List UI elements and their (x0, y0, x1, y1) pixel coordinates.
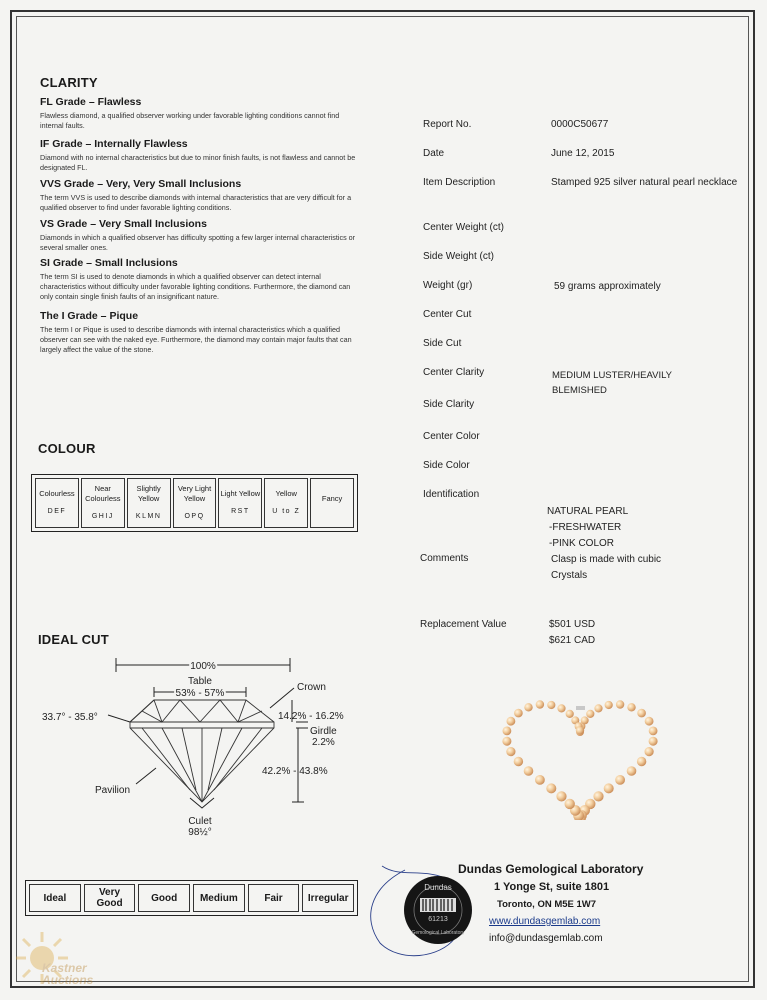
grade-title-if: IF Grade – Internally Flawless (40, 138, 188, 150)
pearl-bead (507, 717, 516, 726)
pearl-bead (637, 709, 646, 718)
pearl-bead (502, 737, 511, 746)
ideal-cut-title: IDEAL CUT (38, 632, 109, 647)
grade-title-vs: VS Grade – Very Small Inclusions (40, 218, 207, 230)
cut-grade-irregular: Irregular (302, 884, 354, 912)
colour-cell-colourless (35, 478, 79, 528)
item-description-label: Item Description (423, 177, 496, 188)
colour-cell-grades: OPQ (184, 513, 205, 520)
diamond-outline (130, 700, 274, 802)
pearl-bead (547, 701, 555, 709)
center-weight-label: Center Weight (ct) (423, 222, 504, 233)
grade-desc-pique: The term I or Pique is used to describe diamonds with internal characteristics which a qualified observer can see with the naked eye. Furthermore, the diamond may contain major faults that can largely affect the value of the stone. (40, 325, 352, 354)
weight-value: 59 grams approximately (554, 281, 661, 292)
colour-cell-name: Near Colourless (85, 484, 121, 503)
replacement-usd: $501 USD (549, 619, 596, 630)
pearl-bead (566, 710, 574, 718)
pearl-bead (649, 727, 658, 736)
center-clarity-label: Center Clarity (423, 367, 485, 378)
crown-height: 14.2% - 16.2% (278, 711, 344, 722)
colour-cell-grades: RST (231, 508, 250, 515)
colour-cell-yellow (264, 478, 308, 528)
pearl-bead (581, 716, 589, 724)
identification-line: -FRESHWATER (549, 522, 622, 533)
seal-bottom-text: Gemological Laboratory (411, 930, 465, 936)
center-color-label: Center Color (423, 431, 480, 442)
colour-cell-grades: KLMN (135, 513, 162, 520)
girdle-label: Girdle (310, 726, 337, 737)
comments-label: Comments (420, 553, 469, 564)
grade-desc-vs: Diamonds in which a qualified observer has difficulty spotting a few larger internal characteristics or several smaller ones. (40, 233, 356, 252)
pearl-bead (593, 791, 603, 801)
report-no-value: 0000C50677 (551, 119, 609, 130)
diamond-cut-diagram (30, 650, 360, 840)
seal-number: 61213 (428, 916, 448, 923)
identification-line: -PINK COLOR (549, 538, 615, 549)
pearl-bead (556, 791, 566, 801)
colour-cell-grades: U to Z (272, 508, 301, 515)
crown-angle-pointer (108, 715, 130, 722)
side-cut-label: Side Cut (423, 338, 462, 349)
grade-title-pique: The I Grade – Pique (40, 310, 139, 322)
center-clarity-value: MEDIUM LUSTER/HEAVILY BLEMISHED (552, 370, 672, 396)
pearl-bead (536, 700, 544, 708)
grade-desc-fl: Flawless diamond, a qualified observer working under favorable lighting conditions cannot find internal faults. (40, 111, 340, 130)
pearl-bead (524, 766, 534, 776)
table-label: Table (188, 676, 212, 687)
grade-title-si: SI Grade – Small Inclusions (40, 257, 178, 269)
pearl-bead (616, 700, 624, 708)
colour-cell-name: Light Yellow (220, 489, 261, 498)
pearl-bead (514, 757, 523, 766)
pearl-bead (645, 717, 654, 726)
table-range: 53% - 57% (175, 688, 225, 699)
item-description-value: Stamped 925 silver natural pearl necklace (551, 177, 738, 188)
girdle-value: 2.2% (312, 737, 335, 748)
crown-label: Crown (297, 682, 326, 693)
culet-angle: 98½° (188, 827, 212, 838)
cut-grade-good: Good (138, 884, 190, 912)
pearl-necklace-photo (495, 700, 665, 820)
pearl-bead (615, 775, 625, 785)
colour-cell-fancy (310, 478, 354, 528)
colour-cell-light-yellow (218, 478, 262, 528)
grade-desc-if: Diamond with no internal characteristics but due to minor finish faults, is not flawless and cannot be designated FL. (40, 153, 356, 172)
date-label: Date (423, 148, 445, 159)
pavilion-pointer (136, 768, 156, 784)
colour-cell-name: Yellow (275, 489, 297, 498)
pavilion-label: Pavilion (95, 785, 131, 796)
pearl-bead (557, 704, 565, 712)
pavilion-depth: 42.2% - 43.8% (262, 766, 328, 777)
lab-name: Dundas Gemological Laboratory (458, 862, 644, 876)
identification-line: Clasp is made with cubic (551, 554, 662, 565)
cut-grade-medium: Medium (193, 884, 245, 912)
seal-barcode (420, 898, 456, 912)
crown-pointer (270, 688, 294, 708)
pearl-bead (645, 747, 654, 756)
side-weight-label: Side Weight (ct) (423, 251, 494, 262)
pearl-bead (594, 704, 602, 712)
pearl-bead (503, 727, 512, 736)
watermark-text: Kastner Auctions (42, 961, 94, 987)
colour-cell-grades: GHIJ (91, 513, 114, 520)
pearl-bead (524, 703, 532, 711)
grade-desc-vvs: The term VVS is used to describe diamonds with internal characteristics that are very difficult for a qualified observer to find under favorable lighting conditions. (40, 193, 352, 212)
cut-grade-very-good: Very Good (84, 884, 136, 912)
replacement-cad: $621 CAD (549, 635, 596, 646)
colour-title: COLOUR (38, 441, 96, 456)
colour-scale-table (31, 474, 358, 532)
auction-watermark (12, 928, 122, 992)
cut-grade-fair: Fair (248, 884, 300, 912)
crown-angle: 33.7° - 35.8° (42, 712, 98, 723)
pearl-bead (649, 737, 658, 746)
pearl-bead (514, 709, 523, 718)
colour-cell-name: Fancy (321, 494, 343, 503)
pearl-bead (576, 727, 584, 735)
pearl-bead (627, 703, 635, 711)
side-clarity-label: Side Clarity (423, 399, 475, 410)
clarity-title: CLARITY (40, 75, 98, 90)
pearl-bead (506, 747, 515, 756)
report-no-label: Report No. (423, 119, 472, 130)
colour-cell-slightly-yellow (127, 478, 171, 528)
lab-address-line2: Toronto, ON M5E 1W7 (497, 899, 597, 910)
side-color-label: Side Color (423, 460, 470, 471)
pearl-bead (535, 775, 545, 785)
pearl-bead (627, 766, 637, 776)
pearl-bead (586, 710, 594, 718)
necklace-clasp (576, 706, 585, 710)
grade-title-fl: FL Grade – Flawless (40, 96, 142, 108)
colour-cell-name: Very Light Yellow (177, 484, 212, 503)
lab-website-link[interactable]: www.dundasgemlab.com (489, 916, 601, 927)
pearl-bead (605, 701, 613, 709)
grade-desc-si: The term SI is used to denote diamonds in which a qualified observer can detect internal characteristics without difficulty under favorable lighting conditions. Furthermore, the diamond can only contain single finish faults of an insignificant nature. (40, 272, 351, 301)
colour-cell-name: Colourless (39, 489, 75, 498)
date-value: June 12, 2015 (551, 148, 615, 159)
pearl-bead (604, 783, 614, 793)
total-width-label: 100% (190, 661, 216, 672)
lab-email[interactable]: info@dundasgemlab.com (489, 933, 603, 944)
cut-grade-ideal: Ideal (29, 884, 81, 912)
seal-top-text: Dundas (424, 883, 452, 892)
identification-line: Crystals (551, 570, 588, 581)
weight-label: Weight (gr) (423, 280, 473, 291)
grade-title-vvs: VVS Grade – Very, Very Small Inclusions (40, 178, 242, 190)
identification-label: Identification (423, 489, 480, 500)
pearl-bead (637, 757, 646, 766)
pearl-bead (546, 783, 556, 793)
lab-address-line1: 1 Yonge St, suite 1801 (494, 881, 610, 893)
colour-cell-name: Slightly Yellow (136, 484, 161, 503)
culet-label: Culet (188, 816, 212, 827)
center-cut-label: Center Cut (423, 309, 472, 320)
colour-cell-near-colourless (81, 478, 125, 528)
pearl-bead (565, 799, 575, 809)
replacement-value-label: Replacement Value (420, 619, 507, 630)
cut-grade-table (25, 880, 358, 916)
colour-cell-very-light-yellow (173, 478, 217, 528)
identification-line: NATURAL PEARL (547, 506, 629, 517)
colour-cell-grades: DEF (47, 508, 67, 515)
